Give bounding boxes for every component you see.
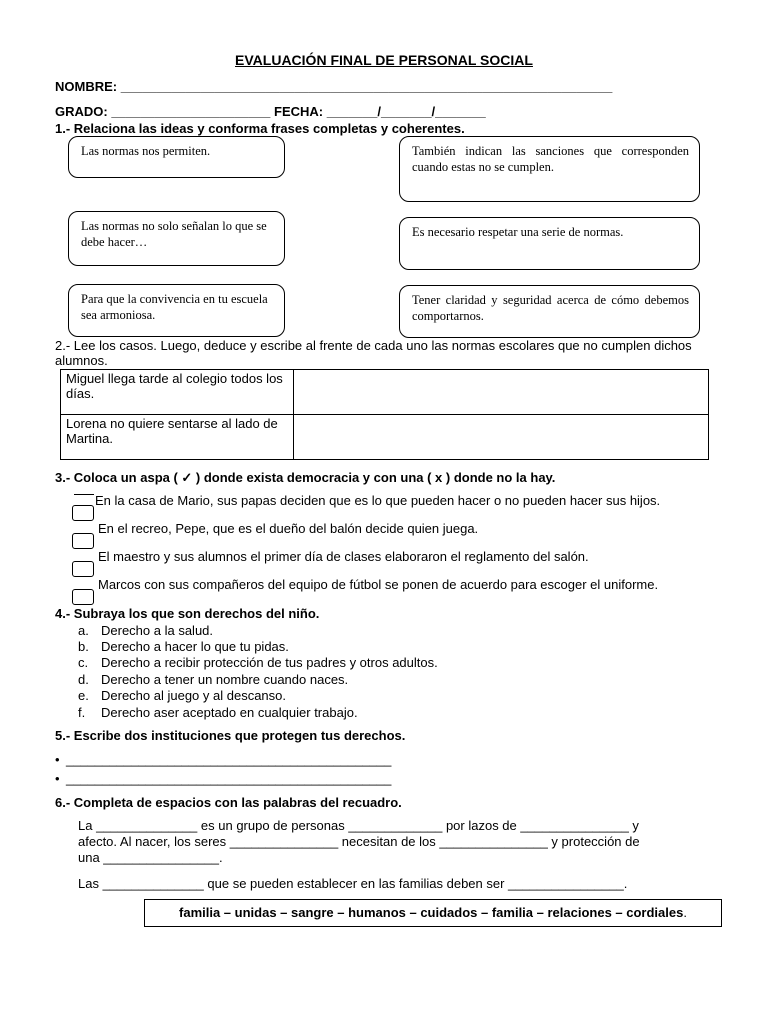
q3-checkbox-4[interactable]: [72, 589, 94, 605]
q5-answer-line-2[interactable]: _____________________________________________: [66, 771, 392, 786]
word-bank-box: [144, 899, 722, 927]
q6-text-line-3[interactable]: una ________________.: [78, 850, 223, 865]
q3-item-2: En el recreo, Pepe, que es el dueño del balón decide quien juega.: [98, 521, 479, 536]
q1-left-box-3[interactable]: [68, 284, 285, 337]
q3-checkbox-2[interactable]: [72, 533, 94, 549]
q1-left-box-2[interactable]: [68, 211, 285, 266]
q3-checkbox-1[interactable]: [72, 505, 94, 521]
q5-prompt: 5.- Escribe dos instituciones que protegen tus derechos.: [55, 728, 406, 743]
q1-right-box-3[interactable]: [399, 285, 700, 338]
q1-left-text-1: Las normas nos permiten.: [81, 144, 211, 158]
q3-checkbox-3[interactable]: [72, 561, 94, 577]
q6-text-line-4[interactable]: Las ______________ que se pueden establecer en las familias deben ser ________________.: [78, 876, 628, 891]
q4-letter: f.: [78, 705, 86, 720]
q1-right-text-1: También indican las sanciones que corresponden cuando estas no se cumplen.: [412, 144, 689, 174]
word-bank-period: .: [683, 905, 687, 920]
q6-text-line-2[interactable]: afecto. Al nacer, los seres _______________ necesitan de los _______________ y protección de: [78, 834, 640, 849]
name-field[interactable]: NOMBRE: ____________________________________________________________________: [55, 79, 613, 94]
q1-left-text-2: Las normas no solo señalan lo que se debe hacer…: [81, 219, 267, 249]
cases-table: [60, 369, 709, 460]
word-bank: familia – unidas – sangre – humanos – cuidados – familia – relaciones – cordiales: [179, 905, 684, 920]
page-title: EVALUACIÓN FINAL DE PERSONAL SOCIAL: [235, 52, 533, 68]
q4-prompt: 4.- Subraya los que son derechos del niño.: [55, 606, 320, 621]
q3-item-3: El maestro y sus alumnos el primer día de clases elaboraron el reglamento del salón.: [98, 549, 589, 564]
q4-letter: a.: [78, 623, 89, 638]
q3-prompt: 3.- Coloca un aspa ( ✓ ) donde exista democracia y con una ( x ) donde no la hay.: [55, 470, 556, 485]
q3-item-1: En la casa de Mario, sus papas deciden que es lo que pueden hacer o no pueden hacer sus hijos.: [95, 493, 661, 508]
q6-text-line-1[interactable]: La ______________ es un grupo de personas _____________ por lazos de _______________ y: [78, 818, 639, 833]
q4-item-1[interactable]: Derecho a la salud.: [101, 623, 214, 638]
q4-item-5[interactable]: Derecho al juego y al descanso.: [101, 688, 287, 703]
q4-item-3[interactable]: Derecho a recibir protección de tus padres y otros adultos.: [101, 655, 438, 670]
answer-cell[interactable]: [294, 370, 709, 415]
case-cell: Miguel llega tarde al colegio todos los días.: [61, 370, 294, 415]
table-row: [61, 415, 709, 460]
answer-cell[interactable]: [294, 415, 709, 460]
bullet: •: [55, 771, 60, 786]
q1-right-box-1[interactable]: [399, 136, 700, 202]
q4-letter: c.: [78, 655, 89, 670]
q2-prompt: 2.- Lee los casos. Luego, deduce y escribe al frente de cada uno las normas escolares que no cumplen dichos alumnos.: [55, 338, 692, 368]
q4-letter: b.: [78, 639, 89, 654]
q3-item-4: Marcos con sus compañeros del equipo de fútbol se ponen de acuerdo para escoger el uniforme.: [98, 577, 659, 592]
q3-line: [74, 494, 94, 495]
q1-right-text-2: Es necesario respetar una serie de normas.: [412, 225, 624, 239]
case-cell: Lorena no quiere sentarse al lado de Martina.: [61, 415, 294, 460]
bullet: •: [55, 752, 60, 767]
q1-left-text-3: Para que la convivencia en tu escuela sea armoniosa.: [81, 292, 268, 322]
q4-letter: e.: [78, 688, 89, 703]
q6-prompt: 6.- Completa de espacios con las palabras del recuadro.: [55, 795, 402, 810]
q4-item-6[interactable]: Derecho aser aceptado en cualquier trabajo.: [101, 705, 358, 720]
grade-date-field[interactable]: GRADO: ______________________ FECHA: _______/_______/_______: [55, 104, 486, 119]
q4-letter: d.: [78, 672, 89, 687]
q1-right-box-2[interactable]: [399, 217, 700, 270]
q1-right-text-3: Tener claridad y seguridad acerca de cómo debemos comportarnos.: [412, 293, 689, 323]
q4-item-2[interactable]: Derecho a hacer lo que tu pidas.: [101, 639, 289, 654]
q4-item-4[interactable]: Derecho a tener un nombre cuando naces.: [101, 672, 349, 687]
table-row: [61, 370, 709, 415]
q5-answer-line-1[interactable]: _____________________________________________: [66, 752, 392, 767]
q1-prompt: 1.- Relaciona las ideas y conforma frases completas y coherentes.: [55, 121, 465, 136]
q1-left-box-1[interactable]: [68, 136, 285, 178]
